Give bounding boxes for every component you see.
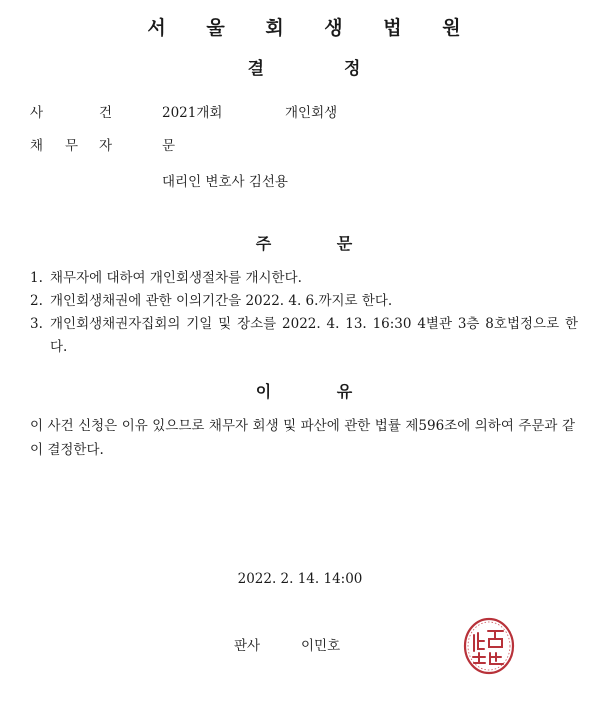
court-name: 서 울 회 생 법 원 — [147, 17, 478, 39]
order-item — [30, 313, 578, 359]
debtor-label-char-3: 자 — [99, 138, 113, 154]
reason-heading: 이 유 — [255, 382, 353, 401]
judge-name: 이민호 — [301, 638, 341, 654]
order-item-text: 개인회생채권에 관한 이의기간을 2022. 4. 6.까지로 한다. — [50, 293, 393, 309]
debtor-representative: 대리인 변호사 김선용 — [162, 174, 288, 190]
judge-seal — [463, 617, 515, 675]
reason-text: 이 사건 신청은 이유 있으므로 채무자 회생 및 파산에 관한 법률 제596조에 의하여 주문과 같이 결정한다. — [30, 418, 575, 458]
order-item-number: 3. — [30, 316, 43, 332]
debtor-name: 문 — [162, 138, 176, 154]
decision-date: 2022. 2. 14. 14:00 — [237, 571, 363, 587]
case-number: 2021개회 — [162, 105, 223, 121]
seal-stamp-icon — [463, 617, 515, 675]
case-label-char-2: 건 — [99, 105, 113, 121]
case-type: 개인회생 — [285, 105, 338, 121]
order-item-number: 2. — [30, 293, 43, 309]
judge-title: 판사 — [234, 638, 261, 654]
order-heading: 주 문 — [255, 234, 353, 253]
debtor-label-char-1: 채 — [30, 138, 44, 154]
debtor-label-char-2: 무 — [65, 138, 79, 154]
order-item-text: 개인회생채권자집회의 기일 및 장소를 2022. 4. 13. 16:30 4별관 3층 8호법정으로 한다. — [50, 316, 578, 355]
order-item — [30, 267, 578, 290]
document-type-title: 결 정 — [247, 59, 361, 79]
order-item — [30, 290, 578, 313]
order-item-text: 채무자에 대하여 개인회생절차를 개시한다. — [50, 270, 302, 286]
order-item-number: 1. — [30, 270, 43, 286]
case-label-char-1: 사 — [30, 105, 44, 121]
